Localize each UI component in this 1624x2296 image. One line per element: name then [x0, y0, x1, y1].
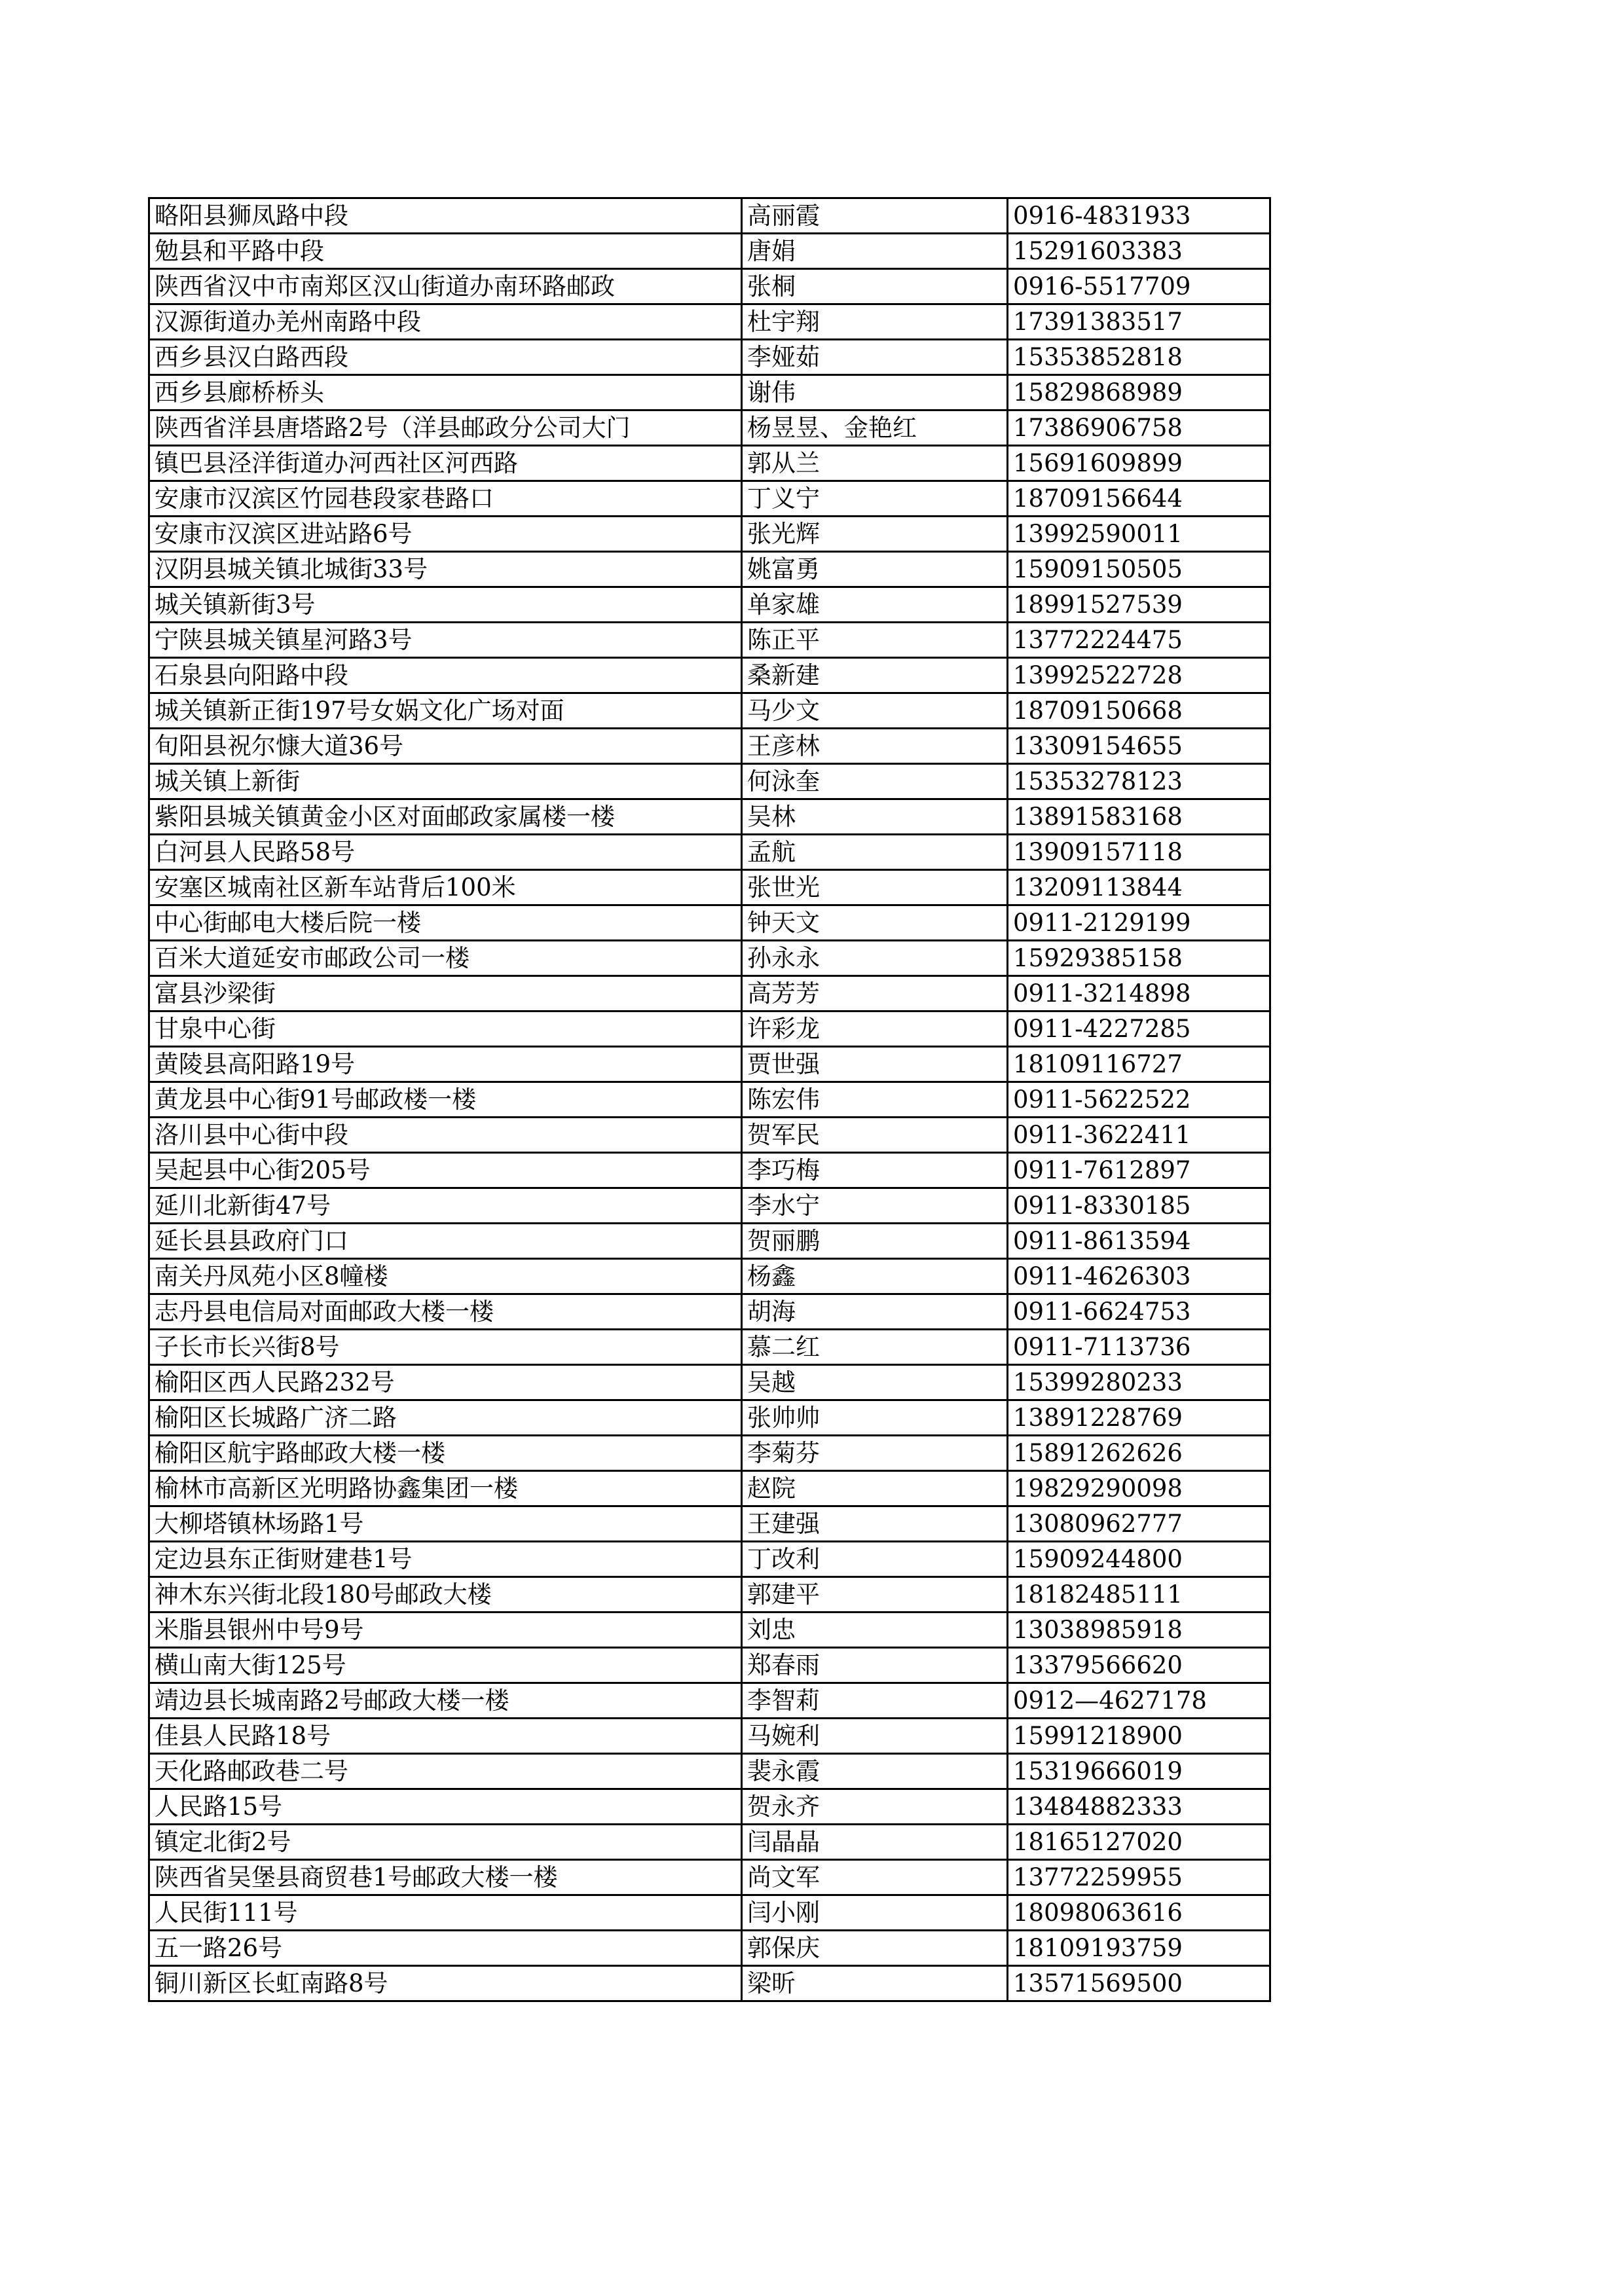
phone-cell: 0911-3622411 — [1008, 1118, 1270, 1153]
table-row — [149, 1153, 1270, 1188]
table-row — [149, 1506, 1270, 1542]
table-row — [149, 587, 1270, 623]
contact-cell: 杨昱昱、金艳红 — [742, 410, 1008, 446]
address-cell: 榆阳区航宇路邮政大楼一楼 — [149, 1436, 742, 1471]
phone-cell: 0911-5622522 — [1008, 1082, 1270, 1118]
phone-cell: 18709150668 — [1008, 693, 1270, 729]
address-table-body — [149, 198, 1270, 2001]
table-row — [149, 1931, 1270, 1966]
contact-cell: 丁义宁 — [742, 481, 1008, 517]
phone-cell: 13379566620 — [1008, 1648, 1270, 1683]
contact-cell: 高芳芳 — [742, 976, 1008, 1011]
address-cell: 百米大道延安市邮政公司一楼 — [149, 941, 742, 976]
table-row — [149, 340, 1270, 375]
table-row — [149, 198, 1270, 234]
table-row — [149, 410, 1270, 446]
table-row — [149, 1860, 1270, 1895]
phone-cell: 13571569500 — [1008, 1966, 1270, 2001]
contact-cell: 吴越 — [742, 1365, 1008, 1400]
address-cell: 榆阳区西人民路232号 — [149, 1365, 742, 1400]
address-cell: 陕西省汉中市南郑区汉山街道办南环路邮政 — [149, 269, 742, 304]
phone-cell: 15353278123 — [1008, 764, 1270, 799]
contact-cell: 张世光 — [742, 870, 1008, 905]
address-cell: 勉县和平路中段 — [149, 234, 742, 269]
phone-cell: 18709156644 — [1008, 481, 1270, 517]
contact-cell: 张桐 — [742, 269, 1008, 304]
contact-cell: 桑新建 — [742, 658, 1008, 693]
table-row — [149, 1719, 1270, 1754]
phone-cell: 13891583168 — [1008, 799, 1270, 835]
table-row — [149, 1895, 1270, 1931]
address-cell: 安塞区城南社区新车站背后100米 — [149, 870, 742, 905]
table-row — [149, 1011, 1270, 1047]
table-row — [149, 658, 1270, 693]
address-cell: 中心街邮电大楼后院一楼 — [149, 905, 742, 941]
contact-cell: 孟航 — [742, 835, 1008, 870]
address-cell: 西乡县廊桥桥头 — [149, 375, 742, 410]
contact-cell: 李菊芬 — [742, 1436, 1008, 1471]
contact-cell: 贺军民 — [742, 1118, 1008, 1153]
address-cell: 延川北新街47号 — [149, 1188, 742, 1224]
contact-cell: 郭建平 — [742, 1577, 1008, 1613]
table-row — [149, 870, 1270, 905]
address-cell: 南关丹凤苑小区8幢楼 — [149, 1259, 742, 1294]
phone-cell: 13772224475 — [1008, 623, 1270, 658]
address-cell: 紫阳县城关镇黄金小区对面邮政家属楼一楼 — [149, 799, 742, 835]
address-cell: 大柳塔镇林场路1号 — [149, 1506, 742, 1542]
address-cell: 陕西省洋县唐塔路2号（洋县邮政分公司大门 — [149, 410, 742, 446]
address-cell: 西乡县汉白路西段 — [149, 340, 742, 375]
phone-cell: 13891228769 — [1008, 1400, 1270, 1436]
phone-cell: 18109193759 — [1008, 1931, 1270, 1966]
address-cell: 佳县人民路18号 — [149, 1719, 742, 1754]
phone-cell: 0911-8330185 — [1008, 1188, 1270, 1224]
contact-cell: 梁昕 — [742, 1966, 1008, 2001]
address-cell: 略阳县狮凤路中段 — [149, 198, 742, 234]
address-cell: 吴起县中心街205号 — [149, 1153, 742, 1188]
contact-cell: 裴永霞 — [742, 1754, 1008, 1789]
phone-cell: 15991218900 — [1008, 1719, 1270, 1754]
contact-cell: 贾世强 — [742, 1047, 1008, 1082]
phone-cell: 13309154655 — [1008, 729, 1270, 764]
contact-cell: 唐娟 — [742, 234, 1008, 269]
phone-cell: 0911-3214898 — [1008, 976, 1270, 1011]
phone-cell: 0911-6624753 — [1008, 1294, 1270, 1330]
contact-cell: 姚富勇 — [742, 552, 1008, 587]
address-cell: 人民街111号 — [149, 1895, 742, 1931]
table-row — [149, 1436, 1270, 1471]
phone-cell: 0911-7113736 — [1008, 1330, 1270, 1365]
contact-cell: 李智莉 — [742, 1683, 1008, 1719]
address-cell: 横山南大街125号 — [149, 1648, 742, 1683]
address-cell: 富县沙梁街 — [149, 976, 742, 1011]
phone-cell: 15319666019 — [1008, 1754, 1270, 1789]
phone-cell: 0916-5517709 — [1008, 269, 1270, 304]
contact-cell: 孙永永 — [742, 941, 1008, 976]
address-cell: 延长县县政府门口 — [149, 1224, 742, 1259]
contact-cell: 闫小刚 — [742, 1895, 1008, 1931]
address-table — [148, 197, 1271, 2002]
table-row — [149, 623, 1270, 658]
table-row — [149, 1047, 1270, 1082]
contact-cell: 钟天文 — [742, 905, 1008, 941]
phone-cell: 17391383517 — [1008, 304, 1270, 340]
phone-cell: 13772259955 — [1008, 1860, 1270, 1895]
table-row — [149, 1294, 1270, 1330]
table-row — [149, 481, 1270, 517]
table-row — [149, 1365, 1270, 1400]
phone-cell: 13484882333 — [1008, 1789, 1270, 1825]
address-cell: 镇巴县泾洋街道办河西社区河西路 — [149, 446, 742, 481]
address-cell: 汉阴县城关镇北城街33号 — [149, 552, 742, 587]
address-cell: 城关镇上新街 — [149, 764, 742, 799]
table-row — [149, 693, 1270, 729]
table-row — [149, 1825, 1270, 1860]
table-row — [149, 304, 1270, 340]
table-row — [149, 1683, 1270, 1719]
address-cell: 洛川县中心街中段 — [149, 1118, 742, 1153]
address-cell: 靖边县长城南路2号邮政大楼一楼 — [149, 1683, 742, 1719]
phone-cell: 0911-4626303 — [1008, 1259, 1270, 1294]
table-row — [149, 1542, 1270, 1577]
phone-cell: 15291603383 — [1008, 234, 1270, 269]
address-cell: 黄龙县中心街91号邮政楼一楼 — [149, 1082, 742, 1118]
contact-cell: 贺丽鹏 — [742, 1224, 1008, 1259]
phone-cell: 13080962777 — [1008, 1506, 1270, 1542]
address-cell: 宁陕县城关镇星河路3号 — [149, 623, 742, 658]
phone-cell: 15691609899 — [1008, 446, 1270, 481]
table-row — [149, 941, 1270, 976]
phone-cell: 15909150505 — [1008, 552, 1270, 587]
table-row — [149, 764, 1270, 799]
address-cell: 志丹县电信局对面邮政大楼一楼 — [149, 1294, 742, 1330]
address-cell: 城关镇新正街197号女娲文化广场对面 — [149, 693, 742, 729]
table-row — [149, 729, 1270, 764]
address-cell: 米脂县银州中号9号 — [149, 1613, 742, 1648]
phone-cell: 0911-2129199 — [1008, 905, 1270, 941]
table-row — [149, 1471, 1270, 1506]
address-cell: 子长市长兴街8号 — [149, 1330, 742, 1365]
contact-cell: 闫晶晶 — [742, 1825, 1008, 1860]
contact-cell: 陈正平 — [742, 623, 1008, 658]
contact-cell: 李水宁 — [742, 1188, 1008, 1224]
table-row — [149, 1082, 1270, 1118]
phone-cell: 19829290098 — [1008, 1471, 1270, 1506]
phone-cell: 0916-4831933 — [1008, 198, 1270, 234]
contact-cell: 李娅茹 — [742, 340, 1008, 375]
contact-cell: 何泳奎 — [742, 764, 1008, 799]
contact-cell: 杨鑫 — [742, 1259, 1008, 1294]
table-row — [149, 1224, 1270, 1259]
address-cell: 黄陵县高阳路19号 — [149, 1047, 742, 1082]
contact-cell: 谢伟 — [742, 375, 1008, 410]
address-cell: 甘泉中心街 — [149, 1011, 742, 1047]
address-cell: 安康市汉滨区竹园巷段家巷路口 — [149, 481, 742, 517]
phone-cell: 13209113844 — [1008, 870, 1270, 905]
table-row — [149, 1259, 1270, 1294]
phone-cell: 15829868989 — [1008, 375, 1270, 410]
phone-cell: 0911-8613594 — [1008, 1224, 1270, 1259]
contact-cell: 马少文 — [742, 693, 1008, 729]
contact-cell: 郭保庆 — [742, 1931, 1008, 1966]
contact-cell: 马婉利 — [742, 1719, 1008, 1754]
table-row — [149, 1754, 1270, 1789]
address-cell: 白河县人民路58号 — [149, 835, 742, 870]
contact-cell: 高丽霞 — [742, 198, 1008, 234]
address-cell: 石泉县向阳路中段 — [149, 658, 742, 693]
address-cell: 人民路15号 — [149, 1789, 742, 1825]
phone-cell: 13992590011 — [1008, 517, 1270, 552]
contact-cell: 单家雄 — [742, 587, 1008, 623]
contact-cell: 杜宇翔 — [742, 304, 1008, 340]
phone-cell: 15929385158 — [1008, 941, 1270, 976]
table-row — [149, 234, 1270, 269]
table-row — [149, 905, 1270, 941]
contact-cell: 刘忠 — [742, 1613, 1008, 1648]
table-row — [149, 446, 1270, 481]
phone-cell: 18182485111 — [1008, 1577, 1270, 1613]
phone-cell: 15891262626 — [1008, 1436, 1270, 1471]
address-cell: 旬阳县祝尔慷大道36号 — [149, 729, 742, 764]
address-cell: 神木东兴街北段180号邮政大楼 — [149, 1577, 742, 1613]
address-cell: 汉源街道办羌州南路中段 — [149, 304, 742, 340]
contact-cell: 赵院 — [742, 1471, 1008, 1506]
address-cell: 镇定北街2号 — [149, 1825, 742, 1860]
address-cell: 城关镇新街3号 — [149, 587, 742, 623]
table-row — [149, 799, 1270, 835]
phone-cell: 17386906758 — [1008, 410, 1270, 446]
address-cell: 陕西省吴堡县商贸巷1号邮政大楼一楼 — [149, 1860, 742, 1895]
phone-cell: 18098063616 — [1008, 1895, 1270, 1931]
phone-cell: 13038985918 — [1008, 1613, 1270, 1648]
contact-cell: 王建强 — [742, 1506, 1008, 1542]
phone-cell: 13992522728 — [1008, 658, 1270, 693]
table-row — [149, 1188, 1270, 1224]
contact-cell: 吴林 — [742, 799, 1008, 835]
phone-cell: 18165127020 — [1008, 1825, 1270, 1860]
phone-cell: 0911-4227285 — [1008, 1011, 1270, 1047]
table-row — [149, 375, 1270, 410]
table-row — [149, 1400, 1270, 1436]
phone-cell: 15353852818 — [1008, 340, 1270, 375]
address-cell: 安康市汉滨区进站路6号 — [149, 517, 742, 552]
table-row — [149, 552, 1270, 587]
contact-cell: 胡海 — [742, 1294, 1008, 1330]
contact-cell: 郑春雨 — [742, 1648, 1008, 1683]
contact-cell: 王彦林 — [742, 729, 1008, 764]
table-row — [149, 269, 1270, 304]
contact-cell: 郭从兰 — [742, 446, 1008, 481]
contact-cell: 许彩龙 — [742, 1011, 1008, 1047]
contact-cell: 慕二红 — [742, 1330, 1008, 1365]
phone-cell: 0912—4627178 — [1008, 1683, 1270, 1719]
table-row — [149, 1966, 1270, 2001]
table-row — [149, 1789, 1270, 1825]
address-cell: 铜川新区长虹南路8号 — [149, 1966, 742, 2001]
table-row — [149, 976, 1270, 1011]
address-cell: 榆林市高新区光明路协鑫集团一楼 — [149, 1471, 742, 1506]
contact-cell: 张光辉 — [742, 517, 1008, 552]
table-row — [149, 517, 1270, 552]
address-cell: 天化路邮政巷二号 — [149, 1754, 742, 1789]
table-row — [149, 1613, 1270, 1648]
contact-cell: 丁改利 — [742, 1542, 1008, 1577]
phone-cell: 0911-7612897 — [1008, 1153, 1270, 1188]
address-cell: 定边县东正街财建巷1号 — [149, 1542, 742, 1577]
phone-cell: 15909244800 — [1008, 1542, 1270, 1577]
phone-cell: 18991527539 — [1008, 587, 1270, 623]
contact-cell: 尚文军 — [742, 1860, 1008, 1895]
phone-cell: 18109116727 — [1008, 1047, 1270, 1082]
table-row — [149, 1118, 1270, 1153]
contact-cell: 陈宏伟 — [742, 1082, 1008, 1118]
table-row — [149, 1577, 1270, 1613]
table-row — [149, 835, 1270, 870]
contact-cell: 贺永齐 — [742, 1789, 1008, 1825]
table-row — [149, 1648, 1270, 1683]
table-row — [149, 1330, 1270, 1365]
address-cell: 榆阳区长城路广济二路 — [149, 1400, 742, 1436]
address-cell: 五一路26号 — [149, 1931, 742, 1966]
phone-cell: 13909157118 — [1008, 835, 1270, 870]
contact-cell: 李巧梅 — [742, 1153, 1008, 1188]
contact-cell: 张帅帅 — [742, 1400, 1008, 1436]
phone-cell: 15399280233 — [1008, 1365, 1270, 1400]
